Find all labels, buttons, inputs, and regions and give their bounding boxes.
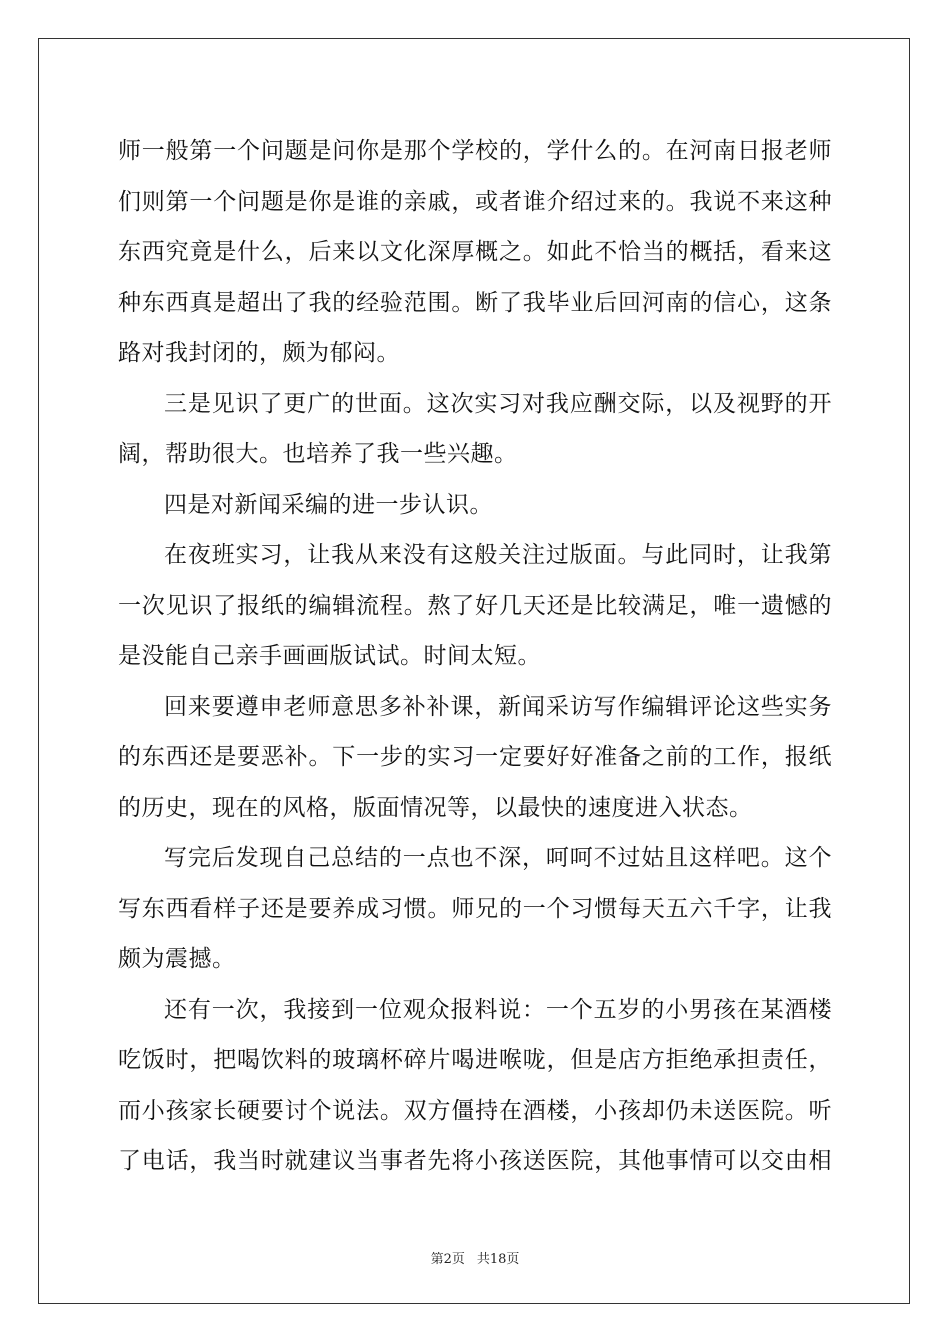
document-body — [118, 126, 832, 1187]
text-line: 写东西看样子还是要养成习惯。师兄的一个习惯每天五六千字，让我 — [118, 895, 832, 922]
text-line: 种东西真是超出了我的经验范围。断了我毕业后回河南的信心，这条 — [118, 289, 832, 316]
text-line: 颇为震撼。 — [118, 946, 236, 972]
text-line: 三是见识了更广的世面。这次实习对我应酬交际，以及视野的开 — [164, 390, 832, 417]
text-line: 吃饭时，把喝饮料的玻璃杯碎片喝进喉咙，但是店方拒绝承担责任， — [118, 1047, 832, 1073]
text-line: 阔，帮助很大。也培养了我一些兴趣。 — [118, 441, 518, 467]
text-line: 东西究竟是什么，后来以文化深厚概之。如此不恰当的概括，看来这 — [118, 239, 832, 265]
text-line: 写完后发现自己总结的一点也不深，呵呵不过姑且这样吧。这个 — [164, 845, 832, 871]
text-line: 路对我封闭的，颇为郁闷。 — [118, 340, 400, 366]
text-line: 的历史，现在的风格，版面情况等，以最快的速度进入状态。 — [118, 794, 753, 821]
page-footer — [0, 1248, 950, 1267]
text-line: 一次见识了报纸的编辑流程。熬了好几天还是比较满足，唯一遗憾的 — [118, 592, 832, 619]
page-total: 共18页 — [476, 1252, 520, 1267]
text-line: 而小孩家长硬要讨个说法。双方僵持在酒楼，小孩却仍未送医院。听 — [118, 1097, 832, 1124]
text-line: 是没能自己亲手画画版试试。时间太短。 — [118, 643, 541, 669]
text-line: 在夜班实习，让我从来没有这般关注过版面。与此同时，让我第 — [164, 542, 832, 568]
text-line: 四是对新闻采编的进一步认识。 — [164, 491, 493, 518]
text-line: 了电话，我当时就建议当事者先将小孩送医院，其他事情可以交由相 — [118, 1148, 832, 1174]
text-line: 师一般第一个问题是问你是那个学校的，学什么的。在河南日报老师 — [118, 138, 832, 164]
text-line: 们则第一个问题是你是谁的亲戚，或者谁介绍过来的。我说不来这种 — [118, 188, 832, 215]
text-line: 回来要遵申老师意思多补补课，新闻采访写作编辑评论这些实务 — [164, 693, 832, 720]
page-number: 第2页 — [430, 1252, 465, 1267]
text-line: 还有一次，我接到一位观众报料说：一个五岁的小男孩在某酒楼 — [164, 996, 832, 1023]
text-line: 的东西还是要恶补。下一步的实习一定要好好准备之前的工作，报纸 — [118, 744, 832, 770]
